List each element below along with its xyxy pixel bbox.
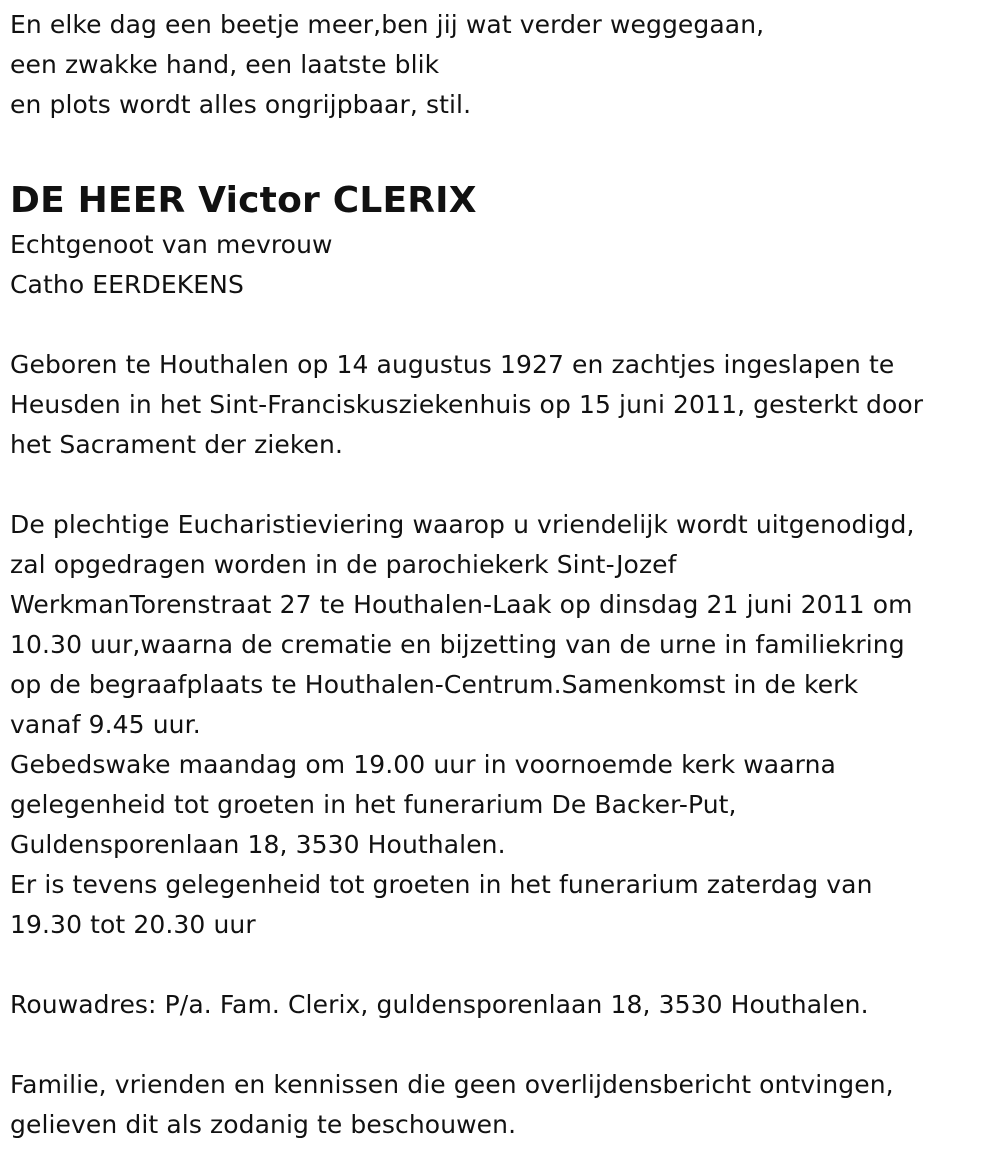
poem-line: En elke dag een beetje meer,ben jij wat verder weggegaan,	[10, 10, 765, 39]
poem-line: en plots wordt alles ongrijpbaar, stil.	[10, 90, 472, 119]
poem	[10, 5, 990, 125]
mourning-address: Rouwadres: P/a. Fam. Clerix, guldensporenlaan 18, 3530 Houthalen.	[10, 990, 869, 1019]
paragraph-line: gelieven dit als zodanig te beschouwen.	[10, 1110, 517, 1139]
paragraph-line: Geboren te Houthalen op 14 augustus 1927 en zachtjes ingeslapen te	[10, 350, 895, 379]
paragraph-line: gelegenheid tot groeten in het funerarium De Backer-Put,	[10, 790, 737, 819]
paragraph-line: Familie, vrienden en kennissen die geen overlijdensbericht ontvingen,	[10, 1070, 894, 1099]
spacer	[10, 305, 990, 345]
paragraph-line: Er is tevens gelegenheid tot groeten in het funerarium zaterdag van	[10, 870, 873, 899]
obituary-notice	[10, 5, 990, 1145]
paragraph-line: zal opgedragen worden in de parochiekerk Sint-Jozef	[10, 550, 677, 579]
closing-paragraph	[10, 1065, 990, 1145]
paragraph-line: het Sacrament der zieken.	[10, 430, 344, 459]
relation-line: Echtgenoot van mevrouw	[10, 230, 333, 259]
paragraph-line: De plechtige Eucharistieviering waarop u vriendelijk wordt uitgenodigd,	[10, 510, 915, 539]
spacer	[10, 125, 990, 177]
birth-death-paragraph	[10, 345, 990, 465]
deceased-name: DE HEER Victor CLERIX	[10, 180, 477, 221]
poem-line: een zwakke hand, een laatste blik	[10, 50, 440, 79]
spacer	[10, 945, 990, 985]
paragraph-line: op de begraafplaats te Houthalen-Centrum.Samenkomst in de kerk	[10, 670, 859, 699]
paragraph-line: Guldensporenlaan 18, 3530 Houthalen.	[10, 830, 506, 859]
paragraph-line: 19.30 tot 20.30 uur	[10, 910, 256, 939]
paragraph-line: Gebedswake maandag om 19.00 uur in voornoemde kerk waarna	[10, 750, 836, 779]
spouse-name: Catho EERDEKENS	[10, 270, 244, 299]
spacer	[10, 465, 990, 505]
paragraph-line: WerkmanTorenstraat 27 te Houthalen-Laak op dinsdag 21 juni 2011 om	[10, 590, 913, 619]
paragraph-line: vanaf 9.45 uur.	[10, 710, 201, 739]
spacer	[10, 1025, 990, 1065]
paragraph-line: Heusden in het Sint-Franciskusziekenhuis op 15 juni 2011, gesterkt door	[10, 390, 924, 419]
paragraph-line: 10.30 uur,waarna de crematie en bijzetting van de urne in familiekring	[10, 630, 905, 659]
ceremony-paragraph	[10, 505, 990, 945]
